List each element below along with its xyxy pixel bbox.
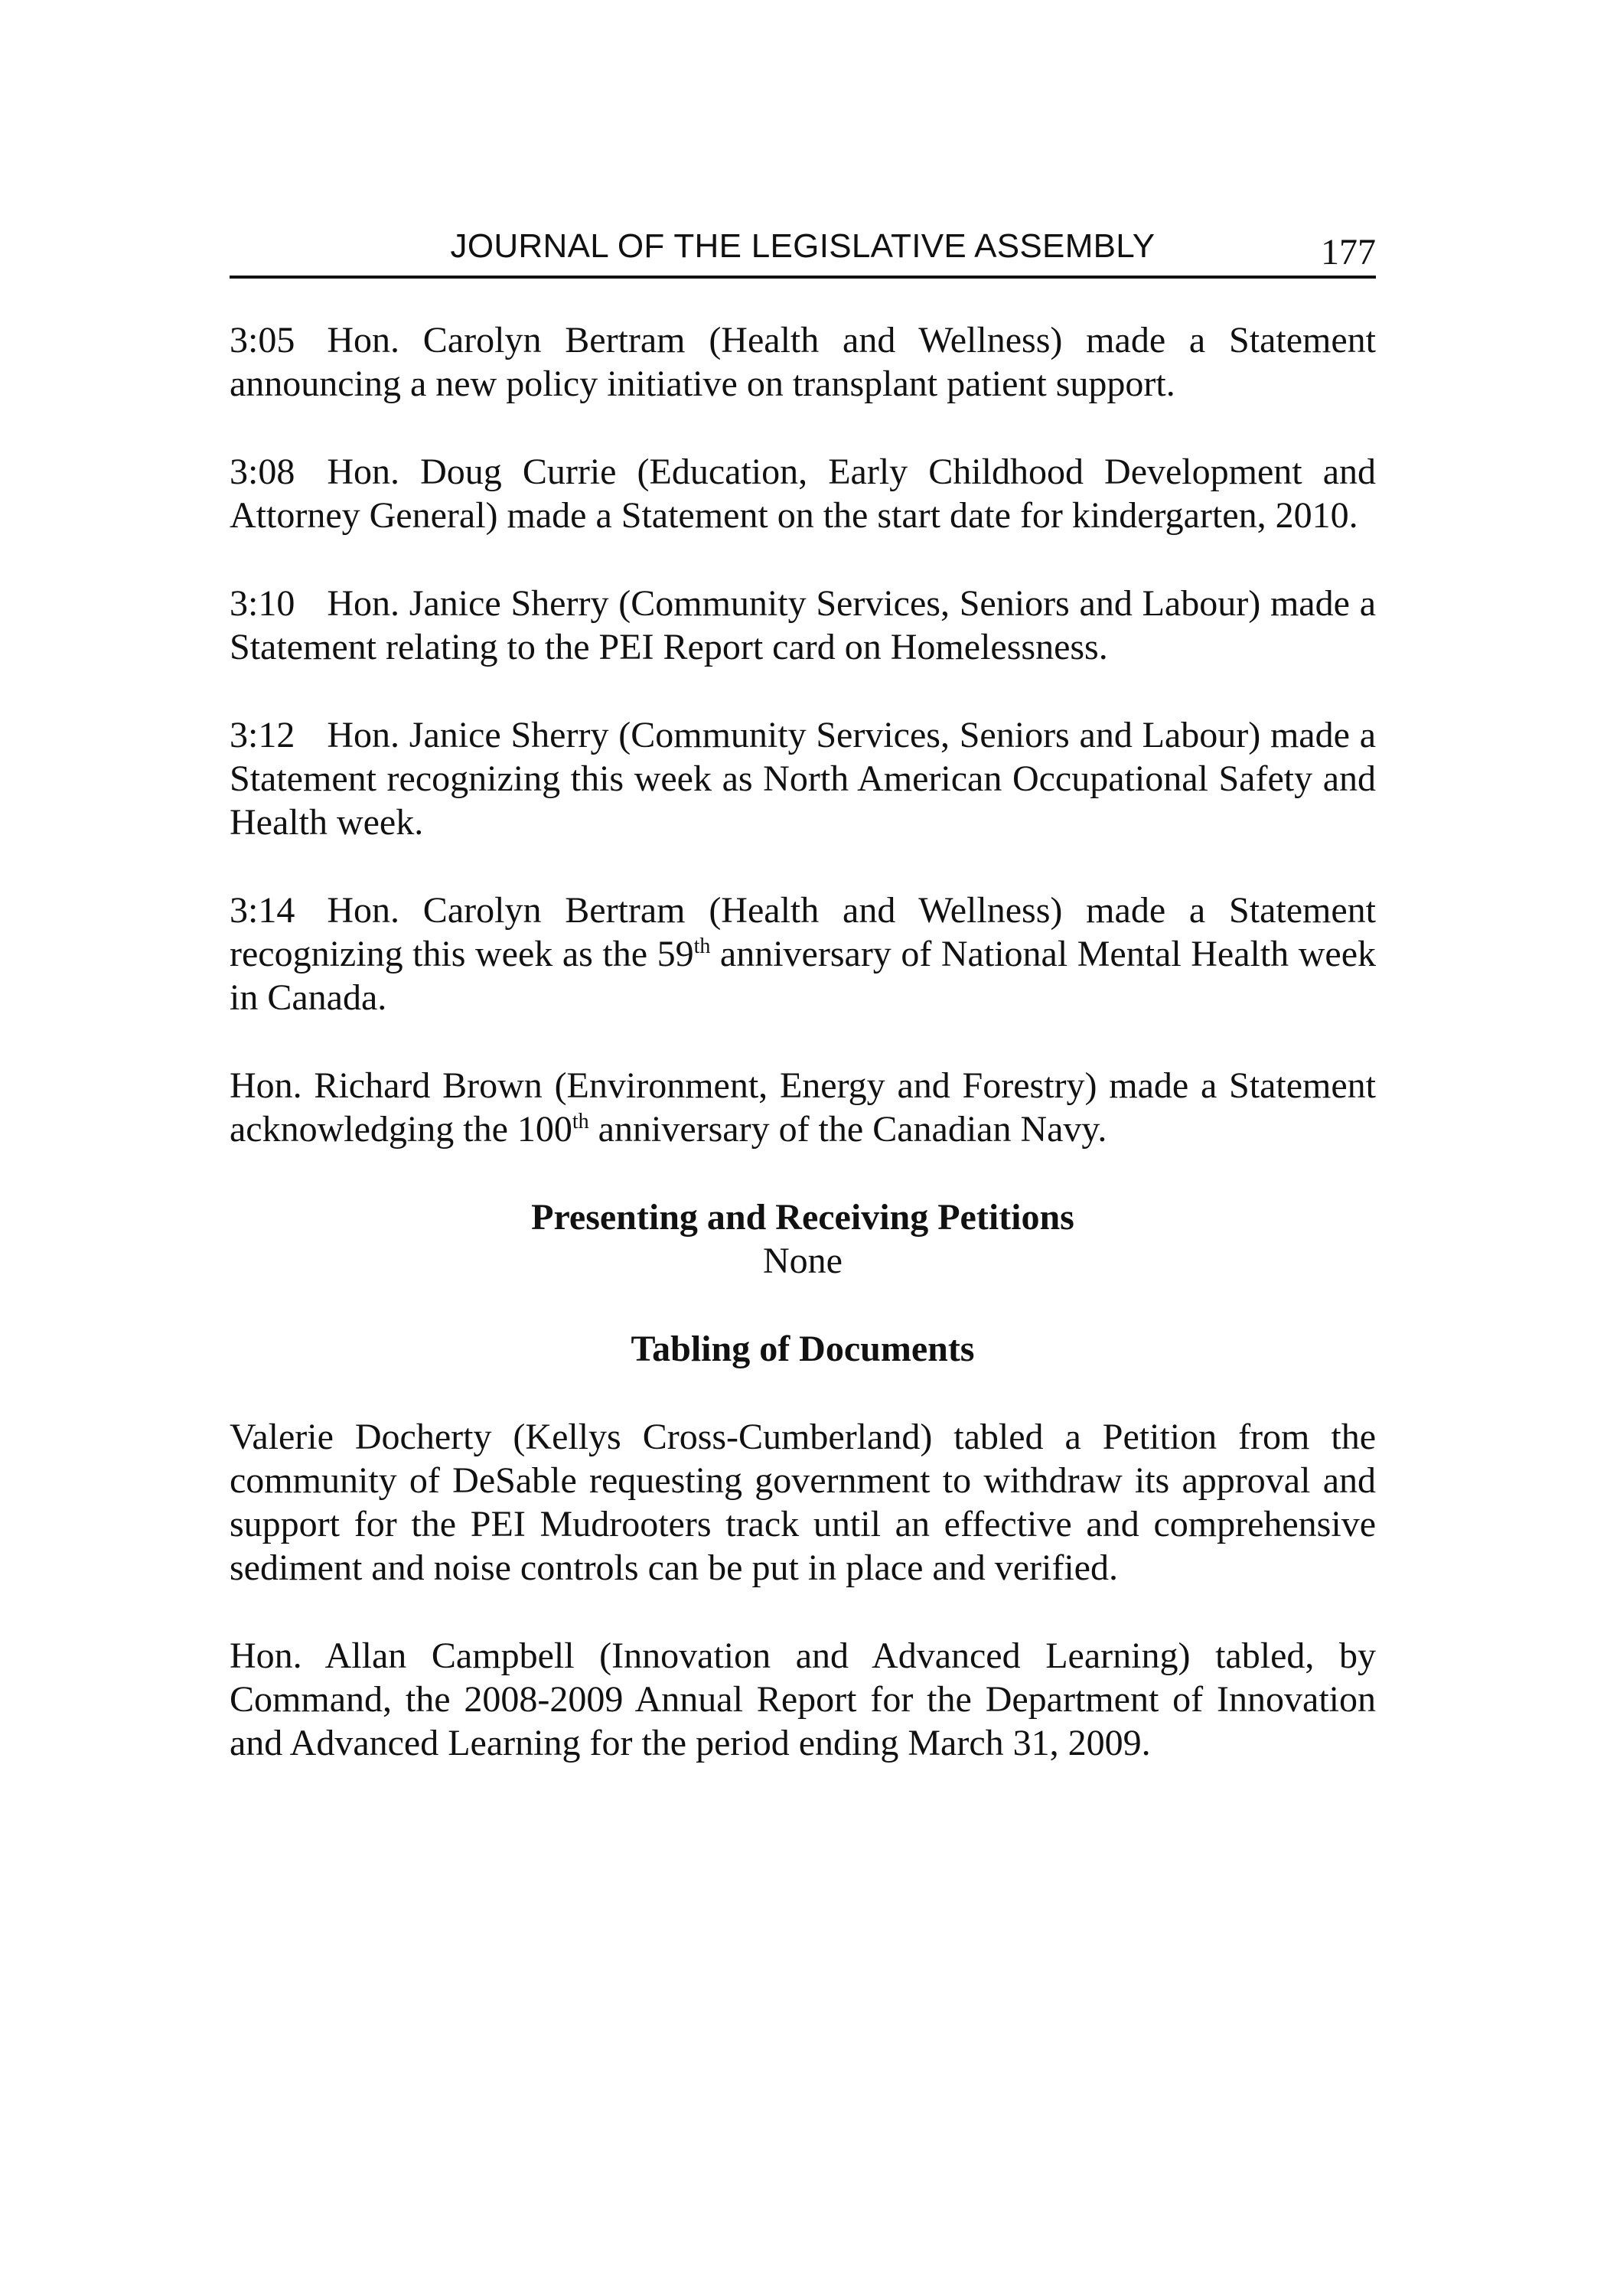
entry-time: 3:08	[230, 452, 295, 492]
statement-entry	[230, 713, 1376, 844]
entry-text: Hon. Janice Sherry (Community Services, Seniors and Labour) made a Statement relating to the PEI Report card on Homelessness.	[230, 583, 1376, 667]
entry-time: 3:12	[230, 715, 295, 755]
brown-statement	[230, 1064, 1376, 1151]
entry-text: Hon. Janice Sherry (Community Services, Seniors and Labour) made a Statement recognizing this week as North American Occupational Safety and Health week.	[230, 715, 1376, 843]
statement-entry	[230, 318, 1376, 406]
ordinal-suffix: th	[572, 1110, 589, 1133]
entry-text-before: Hon. Carolyn Bertram (Health and Wellness) made a Statement recognizing this week as the 59	[230, 890, 1376, 974]
entry-time: 3:05	[230, 320, 295, 360]
tabling-paragraph: Valerie Docherty (Kellys Cross-Cumberland) tabled a Petition from the community of DeSable requesting government to withdraw its approval and support for the PEI Mudrooters track until an effective and comprehensive sediment and noise controls can be put in place and verified.	[230, 1417, 1376, 1588]
entry-text: Hon. Doug Currie (Education, Early Childhood Development and Attorney General) made a Statement on the start date for kindergarten, 2010.	[230, 452, 1376, 536]
entry-time: 3:10	[230, 583, 295, 624]
petitions-heading: Presenting and Receiving Petitions	[531, 1197, 1074, 1238]
page-content	[230, 318, 1376, 1809]
entry-text-before: Hon. Richard Brown (Environment, Energy and Forestry) made a Statement acknowledging the 100	[230, 1065, 1376, 1150]
petitions-none: None	[763, 1241, 843, 1281]
page-number: 177	[1321, 232, 1376, 272]
entry-text-after: anniversary of National Mental Health week in Canada.	[230, 934, 1377, 1018]
statement-entry	[230, 889, 1376, 1019]
tabling-heading: Tabling of Documents	[631, 1329, 975, 1369]
page-header	[230, 222, 1376, 279]
statement-entry	[230, 582, 1376, 669]
statement-entry	[230, 450, 1376, 537]
journal-title: JOURNAL OF THE LEGISLATIVE ASSEMBLY	[450, 227, 1156, 265]
tabling-paragraph: Hon. Allan Campbell (Innovation and Advanced Learning) tabled, by Command, the 2008-2009 Annual Report for the Department of Innovation and Advanced Learning for the period ending March 31, 2009.	[230, 1636, 1376, 1763]
entry-time: 3:14	[230, 890, 295, 931]
entry-text-after: anniversary of the Canadian Navy.	[588, 1109, 1107, 1150]
entry-text: Hon. Carolyn Bertram (Health and Wellness) made a Statement announcing a new policy initiative on transplant patient support.	[230, 320, 1376, 404]
ordinal-suffix: th	[693, 934, 711, 958]
